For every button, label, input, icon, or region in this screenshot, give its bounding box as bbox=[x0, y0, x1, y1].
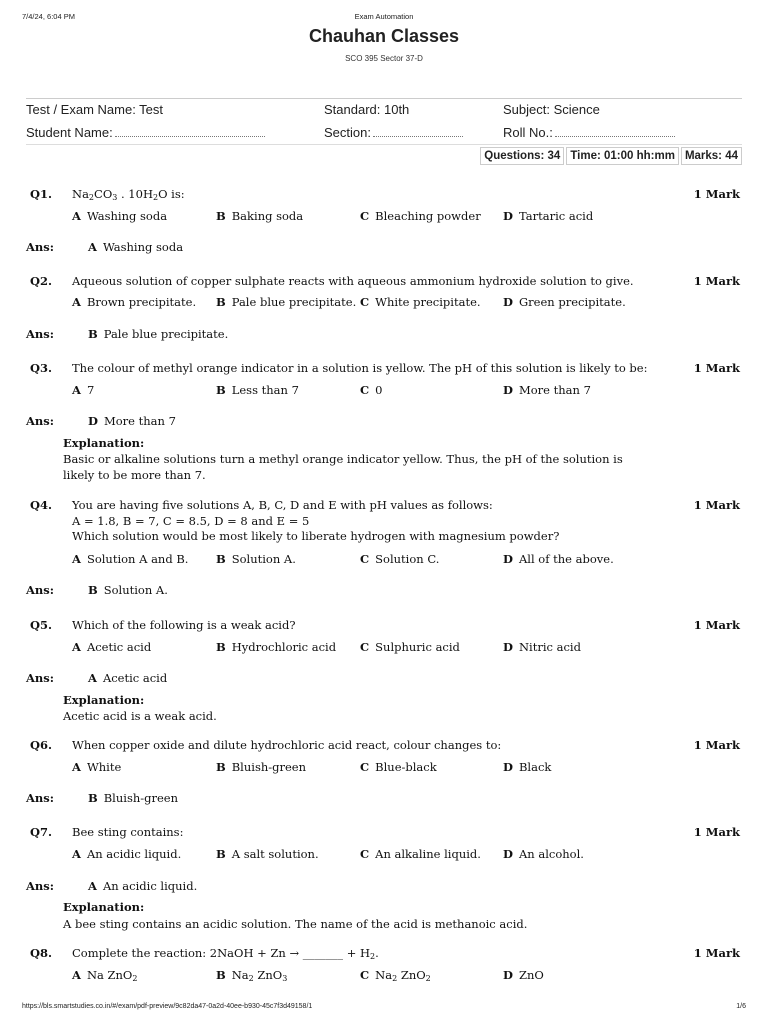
explanation-text: Basic or alkaline solutions turn a methyl orange indicator yellow. Thus, the pH of the solution is likely to be more than 7. bbox=[63, 452, 623, 482]
question-number: Q5. bbox=[30, 618, 53, 632]
student-name-blank bbox=[115, 125, 265, 137]
answer-label: Ans: bbox=[26, 240, 55, 254]
option-b: B Less than 7 bbox=[216, 383, 299, 397]
exam-meta-row bbox=[26, 102, 742, 120]
option-a: A Washing soda bbox=[72, 209, 168, 223]
answer-label: Ans: bbox=[26, 879, 55, 893]
answer-value: A Acetic acid bbox=[88, 671, 168, 685]
option-b: B A salt solution. bbox=[216, 847, 319, 861]
option-b: B Solution A. bbox=[216, 552, 296, 566]
question-number: Q2. bbox=[30, 274, 53, 288]
question-number: Q6. bbox=[30, 738, 53, 752]
student-name-label: Student Name: bbox=[26, 125, 113, 140]
option-b: B Pale blue precipitate. bbox=[216, 295, 357, 309]
question-mark: 1 Mark bbox=[693, 361, 740, 375]
option-a: A Acetic acid bbox=[72, 640, 152, 654]
print-title: Exam Automation bbox=[354, 12, 414, 21]
section-blank bbox=[373, 125, 463, 137]
roll-no-label: Roll No.: bbox=[503, 125, 553, 140]
question-text: $Na_2CO_3$ . $10H_2O$ is: bbox=[72, 187, 185, 202]
explanation-text: Acetic acid is a weak acid. bbox=[63, 709, 217, 723]
option-b: B Baking soda bbox=[216, 209, 304, 223]
option-a: A An acidic liquid. bbox=[72, 847, 182, 861]
option-d: D Green precipitate. bbox=[503, 295, 626, 309]
option-d: D More than 7 bbox=[503, 383, 591, 397]
page-number: 1/6 bbox=[736, 1003, 746, 1010]
option-b: B Bluish-green bbox=[216, 760, 307, 774]
student-name-field bbox=[26, 125, 265, 140]
question-text: Which of the following is a weak acid? bbox=[72, 618, 296, 632]
total-marks: Marks: 44 bbox=[681, 147, 742, 165]
institute-name: Chauhan Classes bbox=[308, 26, 460, 46]
questions-count: Questions: 34 bbox=[480, 147, 564, 165]
section-field bbox=[324, 125, 463, 140]
exam-stats bbox=[478, 147, 742, 165]
option-d: D Black bbox=[503, 760, 552, 774]
print-header bbox=[22, 12, 746, 24]
answer-value: B Bluish-green bbox=[88, 791, 179, 805]
answer-label: Ans: bbox=[26, 671, 55, 685]
question-text: Bee sting contains: bbox=[72, 825, 184, 839]
option-c: C White precipitate. bbox=[360, 295, 481, 309]
question-mark: 1 Mark bbox=[693, 187, 740, 201]
question-text: The colour of methyl orange indicator in a solution is yellow. The pH of this solution is likely to be: bbox=[72, 361, 648, 375]
option-c: C Sulphuric acid bbox=[360, 640, 460, 654]
page-url: https://bls.smartstudies.co.in/#/exam/pdf-preview/9c82da47-0a2d-40ee-b930-45c7f3d49158/1 bbox=[22, 1003, 313, 1010]
answer-value: A Washing soda bbox=[88, 240, 184, 254]
question-number: Q7. bbox=[30, 825, 53, 839]
question-mark: 1 Mark bbox=[693, 738, 740, 752]
divider bbox=[26, 98, 742, 99]
option-a: A Solution A and B. bbox=[72, 552, 189, 566]
question-mark: 1 Mark bbox=[693, 498, 740, 512]
option-d: D All of the above. bbox=[503, 552, 614, 566]
exam-name: Test / Exam Name: Test bbox=[26, 102, 164, 117]
question-text: When copper oxide and dilute hydrochloric acid react, colour changes to: bbox=[72, 738, 502, 752]
institute-address: SCO 395 Sector 37-D bbox=[345, 54, 423, 63]
question-text: You are having five solutions A, B, C, D and E with pH values as follows: A = 1.8, B = 7, C = 8.5, D = 8 and E = 5 Which solution would be most likely to liberate hydrogen with magnesium powder? bbox=[72, 498, 560, 543]
question-mark: 1 Mark bbox=[693, 825, 740, 839]
question-number: Q8. bbox=[30, 946, 53, 960]
subject: Subject: Science bbox=[503, 102, 600, 117]
question-number: Q3. bbox=[30, 361, 53, 375]
time-limit: Time: 01:00 hh:mm bbox=[566, 147, 679, 165]
explanation-label: Explanation: bbox=[63, 436, 145, 450]
question-mark: 1 Mark bbox=[693, 946, 740, 960]
answer-value: B Solution A. bbox=[88, 583, 168, 597]
option-c: C Solution C. bbox=[360, 552, 440, 566]
explanation-label: Explanation: bbox=[63, 900, 145, 914]
section-label: Section: bbox=[324, 125, 371, 140]
option-c: C Blue-black bbox=[360, 760, 437, 774]
student-meta-row bbox=[26, 125, 742, 143]
option-a: A 7 bbox=[72, 383, 95, 397]
answer-value: B Pale blue precipitate. bbox=[88, 327, 229, 341]
option-d: D An alcohol. bbox=[503, 847, 584, 861]
option-a: A Brown precipitate. bbox=[72, 295, 197, 309]
option-b: B Hydrochloric acid bbox=[216, 640, 337, 654]
answer-value: A An acidic liquid. bbox=[88, 879, 198, 893]
question-text: Aqueous solution of copper sulphate reacts with aqueous ammonium hydroxide solution to give. bbox=[72, 274, 634, 288]
standard: Standard: 10th bbox=[324, 102, 410, 117]
print-footer bbox=[22, 1003, 746, 1015]
explanation-label: Explanation: bbox=[63, 693, 145, 707]
answer-label: Ans: bbox=[26, 414, 55, 428]
answer-label: Ans: bbox=[26, 327, 55, 341]
roll-no-field bbox=[503, 125, 675, 140]
option-b: B $Na_2$ ZnO$_3$ bbox=[216, 968, 288, 983]
answer-label: Ans: bbox=[26, 791, 55, 805]
option-c: C $Na_2$ ZnO$_2$ bbox=[360, 968, 431, 983]
option-a: A White bbox=[72, 760, 122, 774]
option-d: D Nitric acid bbox=[503, 640, 581, 654]
answer-label: Ans: bbox=[26, 583, 55, 597]
option-a: A Na ZnO$_2$ bbox=[72, 968, 138, 983]
explanation-text: A bee sting contains an acidic solution. The name of the acid is methanoic acid. bbox=[63, 917, 528, 931]
option-d: D ZnO bbox=[503, 968, 544, 982]
option-c: C An alkaline liquid. bbox=[360, 847, 481, 861]
question-text: Complete the reaction: 2NaOH + Zn → _______ + $H_2$. bbox=[72, 946, 379, 961]
option-c: C Bleaching powder bbox=[360, 209, 481, 223]
question-number: Q1. bbox=[30, 187, 53, 201]
question-mark: 1 Mark bbox=[693, 274, 740, 288]
question-number: Q4. bbox=[30, 498, 53, 512]
answer-value: D More than 7 bbox=[88, 414, 176, 428]
divider bbox=[26, 144, 742, 145]
print-datetime: 7/4/24, 6:04 PM bbox=[22, 12, 75, 21]
roll-no-blank bbox=[555, 125, 675, 137]
question-mark: 1 Mark bbox=[693, 618, 740, 632]
option-d: D Tartaric acid bbox=[503, 209, 594, 223]
option-c: C 0 bbox=[360, 383, 383, 397]
